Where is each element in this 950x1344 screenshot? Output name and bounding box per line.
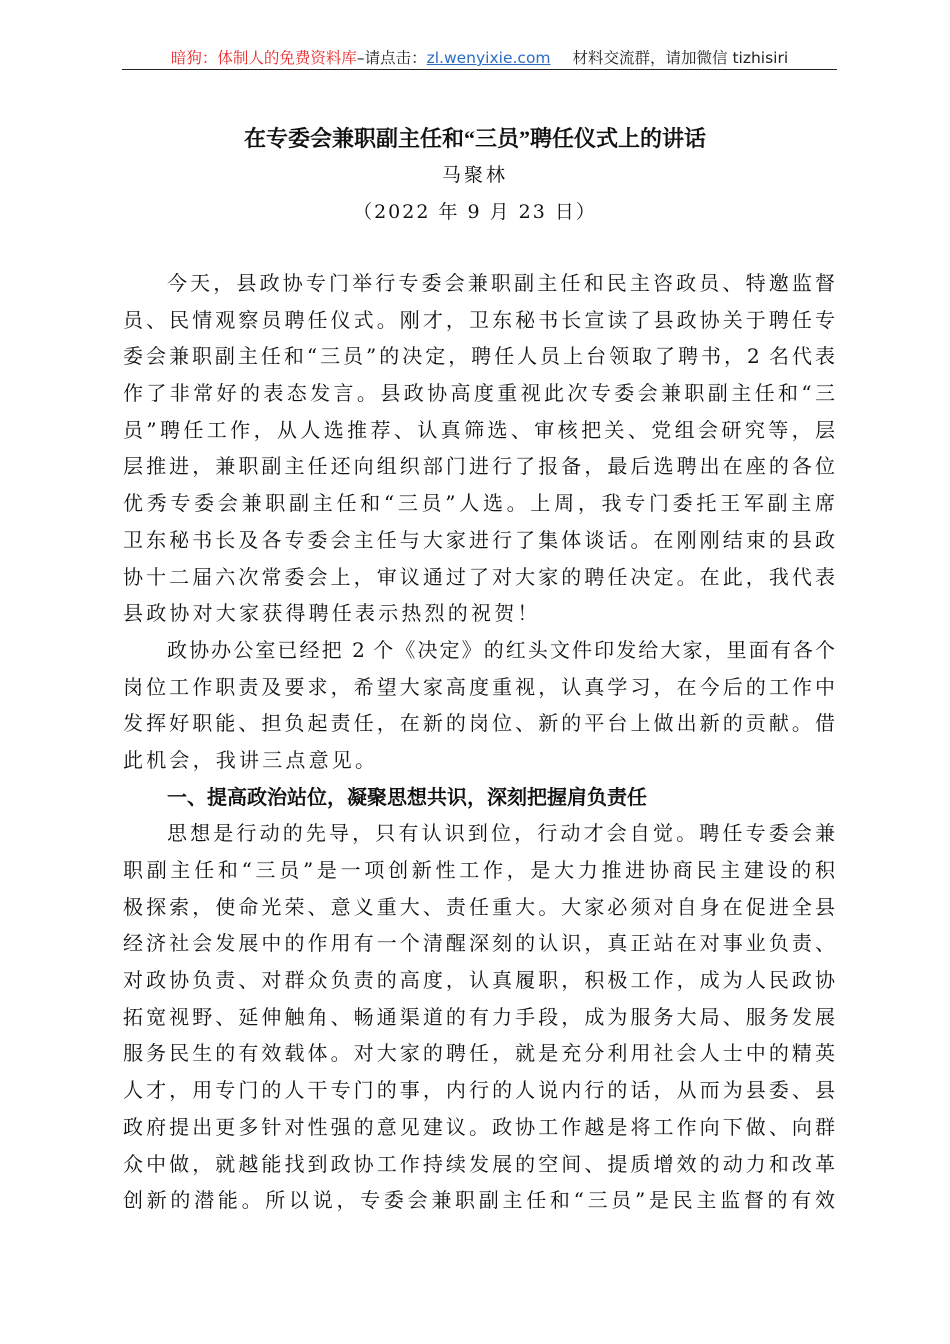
text-line: 政协办公室已经把 2 个《决定》的红头文件印发给大家，里面有各个: [167, 637, 835, 662]
text-line: 今天，县政协专门举行专委会兼职副主任和民主咨政员、特邀监督: [167, 271, 835, 295]
text-line: 此机会，我讲三点意见。: [123, 747, 379, 772]
text-line: 职副主任和“三员”是一项创新性工作，是大力推进协商民主建设的积: [123, 858, 835, 882]
heading-text: 一、提高政治站位，凝聚思想共识，深刻把握肩负责任: [167, 784, 647, 809]
text-line: 卫东秘书长及各专委会主任与大家进行了集体谈话。在刚刚结束的县政: [123, 527, 835, 552]
header-divider: [122, 69, 837, 70]
text-line: 优秀专委会兼职副主任和“三员”人选。上周，我专门委托王军副主席: [123, 491, 835, 516]
header-click-prompt: –请点击：: [356, 49, 427, 67]
text-line: 协十二届六次常委会上，审议通过了对大家的聘任决定。在此，我代表: [123, 564, 835, 589]
document-author: 马聚林: [441, 164, 508, 186]
text-line: 经济社会发展中的作用有一个清醒深刻的认识，真正站在对事业负责、: [123, 931, 835, 956]
watermark-header: [122, 46, 837, 70]
text-line: 众中做，就越能找到政协工作持续发展的空间、提质增效的动力和改革: [123, 1151, 835, 1176]
text-line: 委会兼职副主任和“三员”的决定，聘任人员上台领取了聘书，2 名代表: [123, 344, 835, 369]
paragraph: [123, 632, 835, 779]
text-line: 人才，用专门的人干专门的事，内行的人说内行的话，从而为县委、县: [123, 1078, 835, 1103]
document-body: [123, 265, 835, 1219]
document-date: （2022 年 9 月 23 日）: [353, 201, 597, 223]
text-line: 岗位工作职责及要求，希望大家高度重视，认真学习，在今后的工作中: [123, 674, 835, 699]
header-contact: 材料交流群，请加微信 tizhisiri: [572, 49, 789, 67]
text-line: 拓宽视野、延伸触角、畅通渠道的有力手段，成为服务大局、服务发展: [123, 1004, 835, 1029]
text-line: 服务民生的有效载体。对大家的聘任，就是充分利用社会人士中的精英: [123, 1041, 835, 1066]
text-line: 对政协负责、对群众负责的高度，认真履职，积极工作，成为人民政协: [123, 968, 835, 993]
text-line: 员、民情观察员聘任仪式。刚才，卫东秘书长宣读了县政协关于聘任专: [123, 307, 835, 332]
text-line: 县政协对大家获得聘任表示热烈的祝贺！: [123, 601, 541, 626]
text-line: 作了非常好的表态发言。县政协高度重视此次专委会兼职副主任和“三: [123, 381, 835, 406]
header-link[interactable]: zl.wenyixie.com: [426, 49, 551, 67]
paragraph: [123, 815, 835, 1219]
header-site-name: 暗狗：体制人的免费资料库: [170, 49, 357, 67]
text-line: 员”聘任工作，从人选推荐、认真筛选、审核把关、党组会研究等，层: [123, 417, 835, 442]
section-heading: [123, 779, 835, 816]
text-line: 创新的潜能。所以说，专委会兼职副主任和“三员”是民主监督的有效: [123, 1188, 835, 1213]
text-line: 发挥好职能、担负起责任，在新的岗位、新的平台上做出新的贡献。借: [123, 711, 835, 736]
text-line: 层推进，兼职副主任还向组织部门进行了报备，最后选聘出在座的各位: [123, 454, 835, 479]
paragraph: [123, 265, 835, 632]
text-line: 思想是行动的先导，只有认识到位，行动才会自觉。聘任专委会兼: [167, 821, 835, 846]
text-line: 极探索，使命光荣、意义重大、责任重大。大家必须对自身在促进全县: [123, 894, 835, 919]
text-line: 政府提出更多针对性强的意见建议。政协工作越是将工作向下做、向群: [123, 1114, 835, 1139]
document-title: 在专委会兼职副主任和“三员”聘任仪式上的讲话: [243, 126, 706, 151]
